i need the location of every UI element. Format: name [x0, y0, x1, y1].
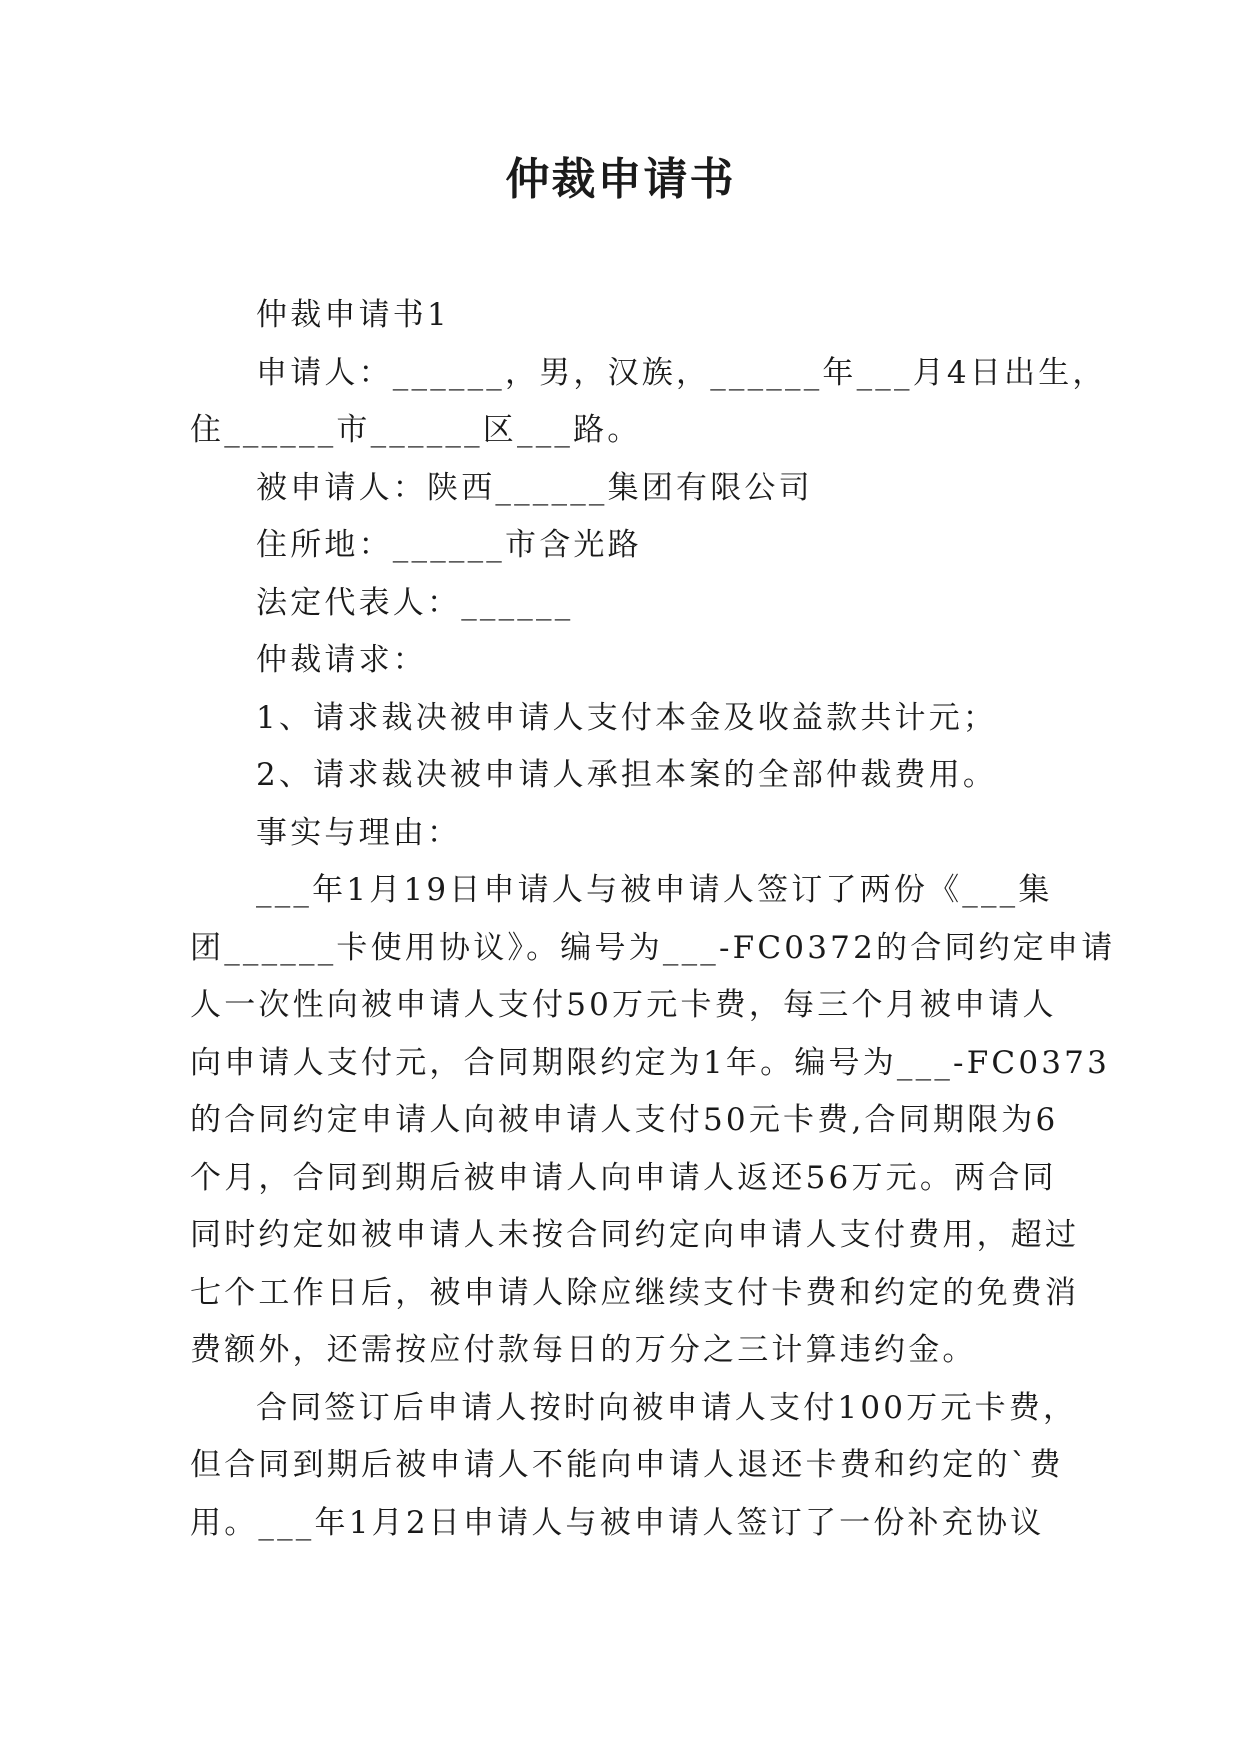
facts-line: 向申请人支付元，合同期限约定为1年。编号为___-FC0373 [190, 1044, 1111, 1081]
claims-heading: 仲裁请求： [256, 642, 427, 678]
facts-line: 个月，合同到期后被申请人向申请人返还56万元。两合同 [190, 1159, 1057, 1196]
document-title: 仲裁申请书 [505, 154, 736, 205]
applicant-line: 申请人：______，男，汉族，______年___月4日出生， [256, 354, 1107, 391]
facts-line: 团______卡使用协议》。编号为___-FC0372的合同约定申请 [190, 929, 1116, 966]
facts-line: 用。___年1月2日申请人与被申请人签订了一份补充协议 [190, 1504, 1045, 1541]
applicant-paragraph [190, 345, 1107, 460]
respondent-line: 被申请人：陕西______集团有限公司 [256, 469, 813, 506]
applicant-address-line: 住______市______区___路。 [190, 412, 642, 448]
facts-line: 七个工作日后，被申请人除应继续支付卡费和约定的免费消 [190, 1274, 1080, 1311]
facts-line: 人一次性向被申请人支付50万元卡费，每三个月被申请人 [190, 987, 1057, 1023]
section-heading: 仲裁申请书1 [256, 297, 450, 333]
facts-line: 同时约定如被申请人未按合同约定向申请人支付费用，超过 [190, 1217, 1080, 1253]
claim-item-2: 2、请求裁决被申请人承担本案的全部仲裁费用。 [256, 757, 998, 793]
facts-heading: 事实与理由： [256, 814, 462, 851]
facts-line: 合同签订后申请人按时向被申请人支付100万元卡费， [256, 1389, 1078, 1426]
legal-representative-line: 法定代表人：______ [256, 584, 574, 621]
facts-line: 但合同到期后被申请人不能向申请人退还卡费和约定的`费 [190, 1447, 1064, 1483]
facts-paragraph-2 [190, 1380, 1078, 1553]
facts-line: ___年1月19日申请人与被申请人签订了两份《___集 [256, 872, 1053, 908]
facts-paragraph-1 [190, 862, 1116, 1380]
claim-item-1: 1、请求裁决被申请人支付本金及收益款共计元； [256, 699, 998, 736]
facts-line: 的合同约定申请人向被申请人支付50元卡费,合同期限为6 [190, 1102, 1059, 1138]
document-body [190, 287, 1116, 1552]
facts-line: 费额外，还需按应付款每日的万分之三计算违约金。 [190, 1332, 977, 1368]
domicile-line: 住所地：______市含光路 [256, 527, 642, 563]
